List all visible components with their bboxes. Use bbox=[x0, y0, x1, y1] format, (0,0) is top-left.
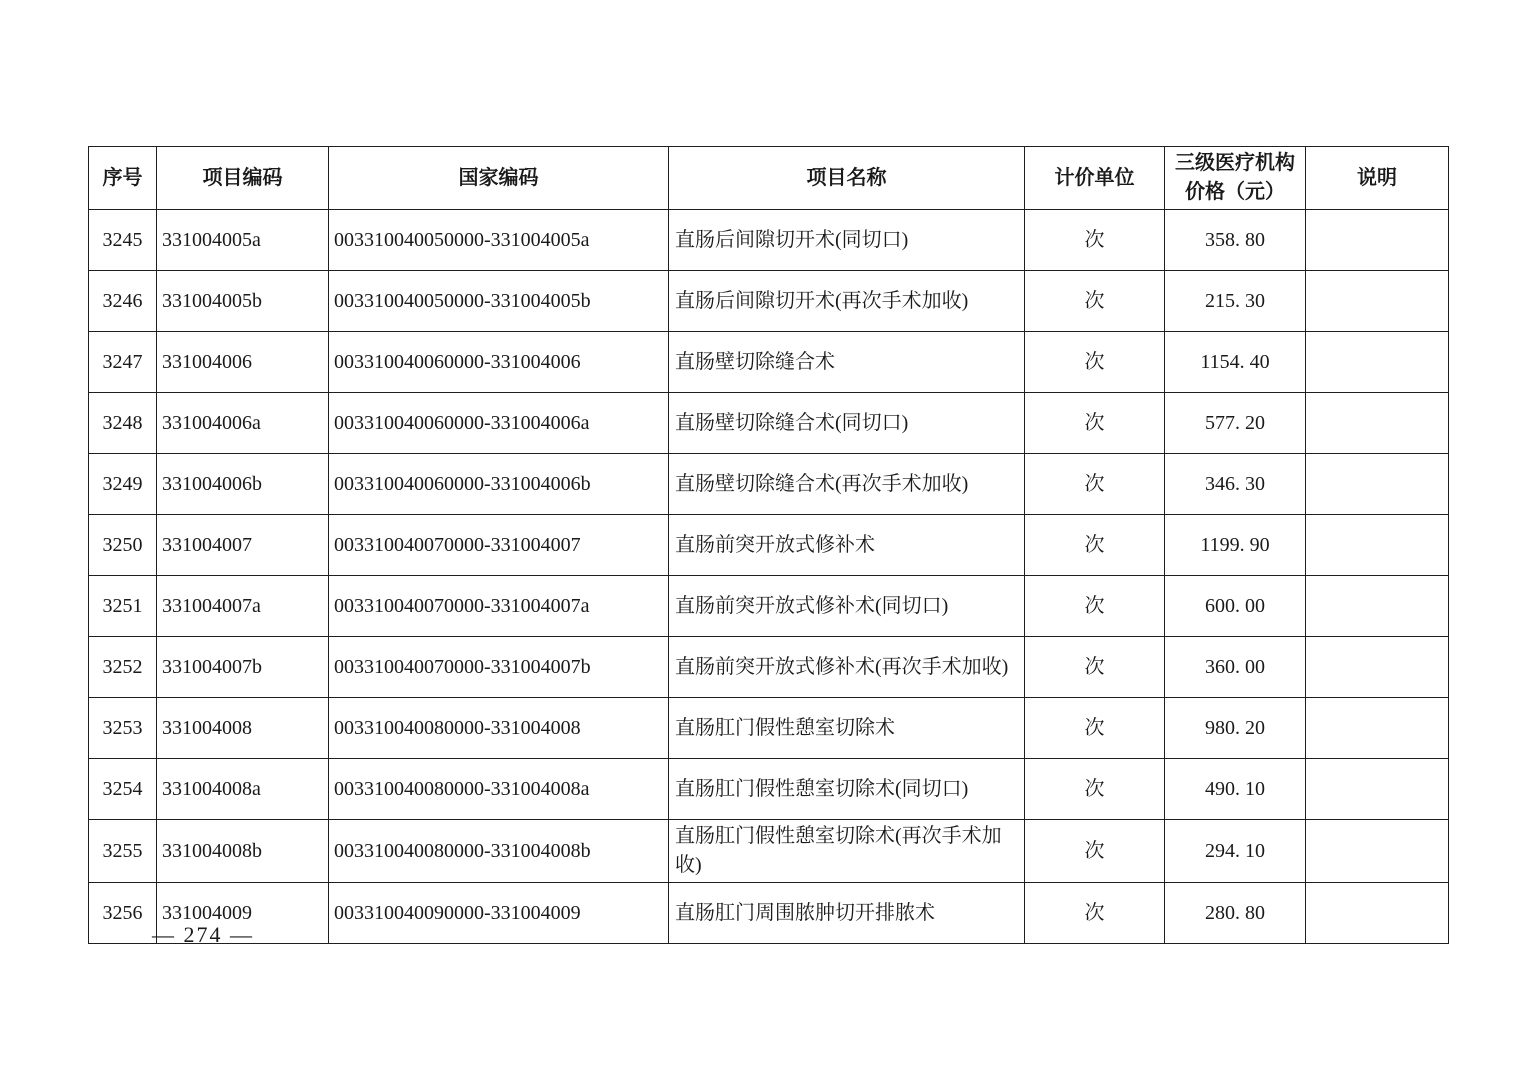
cell-unit: 次 bbox=[1025, 698, 1165, 759]
cell-national-code: 003310040060000-331004006a bbox=[329, 393, 669, 454]
table-row bbox=[89, 576, 1449, 637]
cell-national-code: 003310040080000-331004008b bbox=[329, 820, 669, 883]
cell-price: 980. 20 bbox=[1165, 698, 1306, 759]
table-row bbox=[89, 332, 1449, 393]
cell-project-code: 331004007b bbox=[157, 637, 329, 698]
col-header-unit: 计价单位 bbox=[1025, 147, 1165, 210]
table-row bbox=[89, 759, 1449, 820]
cell-price: 346. 30 bbox=[1165, 454, 1306, 515]
cell-project-name: 直肠肛门假性憩室切除术(同切口) bbox=[669, 759, 1025, 820]
cell-national-code: 003310040070000-331004007b bbox=[329, 637, 669, 698]
cell-project-code: 331004006a bbox=[157, 393, 329, 454]
cell-note bbox=[1306, 576, 1449, 637]
cell-national-code: 003310040090000-331004009 bbox=[329, 883, 669, 944]
col-header-seq: 序号 bbox=[89, 147, 157, 210]
cell-unit: 次 bbox=[1025, 820, 1165, 883]
cell-national-code: 003310040050000-331004005b bbox=[329, 271, 669, 332]
cell-project-code: 331004008b bbox=[157, 820, 329, 883]
cell-price: 294. 10 bbox=[1165, 820, 1306, 883]
cell-project-code: 331004006 bbox=[157, 332, 329, 393]
cell-project-code: 331004007 bbox=[157, 515, 329, 576]
cell-unit: 次 bbox=[1025, 637, 1165, 698]
table-row bbox=[89, 454, 1449, 515]
col-header-national-code: 国家编码 bbox=[329, 147, 669, 210]
cell-national-code: 003310040080000-331004008 bbox=[329, 698, 669, 759]
cell-seq: 3251 bbox=[89, 576, 157, 637]
cell-note bbox=[1306, 515, 1449, 576]
cell-seq: 3249 bbox=[89, 454, 157, 515]
cell-note bbox=[1306, 454, 1449, 515]
cell-project-code: 331004008a bbox=[157, 759, 329, 820]
cell-seq: 3246 bbox=[89, 271, 157, 332]
cell-project-code: 331004009 bbox=[157, 883, 329, 944]
col-header-project-name: 项目名称 bbox=[669, 147, 1025, 210]
cell-national-code: 003310040050000-331004005a bbox=[329, 210, 669, 271]
medical-price-table bbox=[88, 146, 1449, 944]
cell-price: 1199. 90 bbox=[1165, 515, 1306, 576]
cell-national-code: 003310040070000-331004007 bbox=[329, 515, 669, 576]
cell-project-code: 331004006b bbox=[157, 454, 329, 515]
table-row bbox=[89, 393, 1449, 454]
cell-national-code: 003310040070000-331004007a bbox=[329, 576, 669, 637]
cell-project-name: 直肠壁切除缝合术(同切口) bbox=[669, 393, 1025, 454]
cell-seq: 3245 bbox=[89, 210, 157, 271]
cell-seq: 3248 bbox=[89, 393, 157, 454]
cell-price: 1154. 40 bbox=[1165, 332, 1306, 393]
cell-project-name: 直肠前突开放式修补术(同切口) bbox=[669, 576, 1025, 637]
cell-price: 600. 00 bbox=[1165, 576, 1306, 637]
cell-project-code: 331004008 bbox=[157, 698, 329, 759]
cell-project-name: 直肠壁切除缝合术 bbox=[669, 332, 1025, 393]
cell-note bbox=[1306, 332, 1449, 393]
table-row bbox=[89, 820, 1449, 883]
cell-national-code: 003310040060000-331004006 bbox=[329, 332, 669, 393]
cell-unit: 次 bbox=[1025, 883, 1165, 944]
cell-project-name: 直肠后间隙切开术(同切口) bbox=[669, 210, 1025, 271]
cell-note bbox=[1306, 271, 1449, 332]
cell-seq: 3252 bbox=[89, 637, 157, 698]
cell-note bbox=[1306, 759, 1449, 820]
cell-note bbox=[1306, 820, 1449, 883]
cell-project-code: 331004005a bbox=[157, 210, 329, 271]
cell-price: 358. 80 bbox=[1165, 210, 1306, 271]
cell-note bbox=[1306, 393, 1449, 454]
table-header-row bbox=[89, 147, 1449, 210]
cell-seq: 3253 bbox=[89, 698, 157, 759]
cell-seq: 3254 bbox=[89, 759, 157, 820]
table-row bbox=[89, 210, 1449, 271]
cell-project-name: 直肠肛门周围脓肿切开排脓术 bbox=[669, 883, 1025, 944]
table-row bbox=[89, 883, 1449, 944]
cell-project-name: 直肠肛门假性憩室切除术(再次手术加收) bbox=[669, 820, 1025, 883]
cell-project-name: 直肠肛门假性憩室切除术 bbox=[669, 698, 1025, 759]
cell-unit: 次 bbox=[1025, 393, 1165, 454]
cell-national-code: 003310040080000-331004008a bbox=[329, 759, 669, 820]
cell-national-code: 003310040060000-331004006b bbox=[329, 454, 669, 515]
cell-unit: 次 bbox=[1025, 576, 1165, 637]
table-row bbox=[89, 698, 1449, 759]
cell-project-code: 331004007a bbox=[157, 576, 329, 637]
cell-project-name: 直肠后间隙切开术(再次手术加收) bbox=[669, 271, 1025, 332]
cell-note bbox=[1306, 637, 1449, 698]
table-row bbox=[89, 637, 1449, 698]
cell-seq: 3250 bbox=[89, 515, 157, 576]
cell-project-name: 直肠前突开放式修补术 bbox=[669, 515, 1025, 576]
cell-unit: 次 bbox=[1025, 332, 1165, 393]
cell-price: 490. 10 bbox=[1165, 759, 1306, 820]
cell-project-code: 331004005b bbox=[157, 271, 329, 332]
cell-project-name: 直肠前突开放式修补术(再次手术加收) bbox=[669, 637, 1025, 698]
cell-unit: 次 bbox=[1025, 271, 1165, 332]
cell-price: 360. 00 bbox=[1165, 637, 1306, 698]
cell-unit: 次 bbox=[1025, 759, 1165, 820]
cell-note bbox=[1306, 698, 1449, 759]
cell-unit: 次 bbox=[1025, 454, 1165, 515]
cell-note bbox=[1306, 883, 1449, 944]
cell-unit: 次 bbox=[1025, 210, 1165, 271]
col-header-price: 三级医疗机构价格（元） bbox=[1165, 147, 1306, 210]
cell-price: 215. 30 bbox=[1165, 271, 1306, 332]
table-row bbox=[89, 271, 1449, 332]
cell-seq: 3247 bbox=[89, 332, 157, 393]
cell-price: 280. 80 bbox=[1165, 883, 1306, 944]
table-row bbox=[89, 515, 1449, 576]
page-number: — 274 — bbox=[152, 922, 254, 947]
cell-seq: 3256 bbox=[89, 883, 157, 944]
col-header-note: 说明 bbox=[1306, 147, 1449, 210]
cell-project-name: 直肠壁切除缝合术(再次手术加收) bbox=[669, 454, 1025, 515]
cell-unit: 次 bbox=[1025, 515, 1165, 576]
col-header-project-code: 项目编码 bbox=[157, 147, 329, 210]
cell-price: 577. 20 bbox=[1165, 393, 1306, 454]
cell-note bbox=[1306, 210, 1449, 271]
cell-seq: 3255 bbox=[89, 820, 157, 883]
